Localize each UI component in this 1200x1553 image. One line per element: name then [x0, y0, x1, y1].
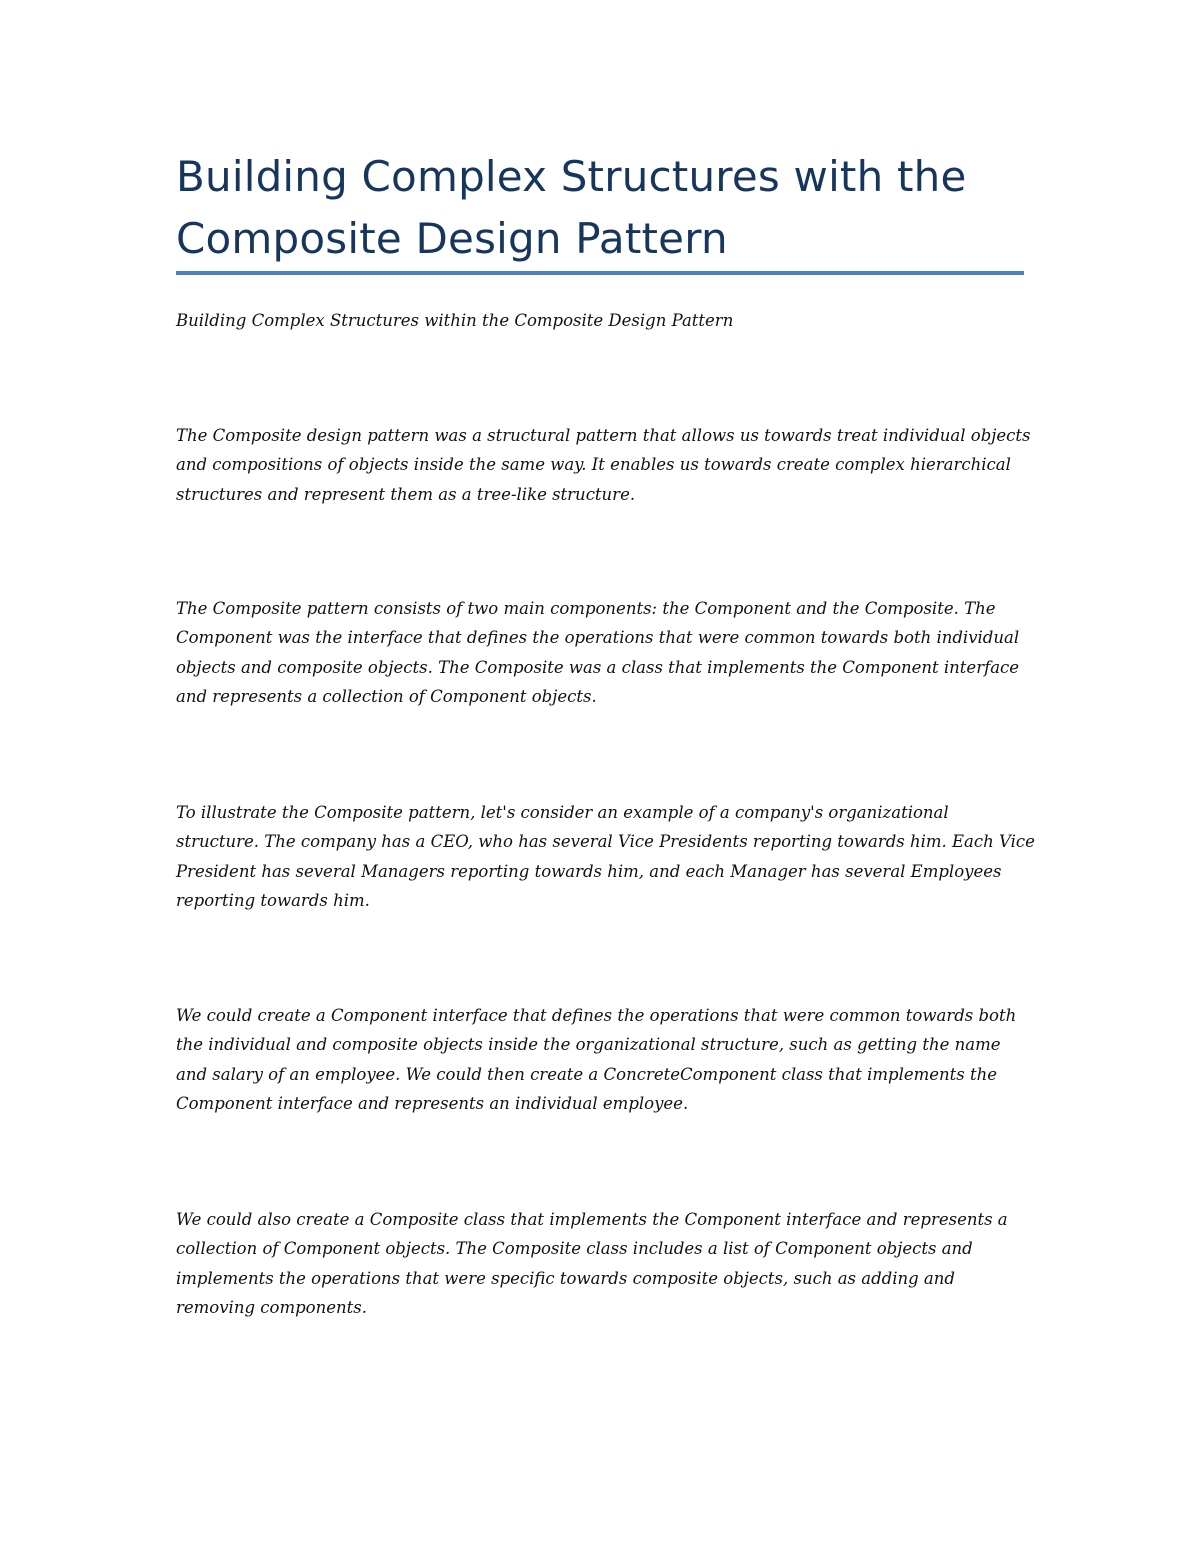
document-subtitle: Building Complex Structures within the Composite Design Pattern — [176, 311, 734, 330]
title-underline-rule — [176, 271, 1024, 275]
paragraph-example: To illustrate the Composite pattern, let's consider an example of a company's organizational structure. The company has a CEO, who has several Vice Presidents reporting towards him. Each Vice President has several Managers reporting towards him, and each Manager has several Employees reporting towards him. — [176, 803, 1035, 910]
paragraph-composite-class: We could also create a Composite class that implements the Component interface and represents a collection of Component objects. The Composite class includes a list of Component objects and implements the operations that were specific towards composite objects, such as adding and removing components. — [176, 1210, 1008, 1317]
paragraph-components: The Composite pattern consists of two main components: the Component and the Composite. The Component was the interface that defines the operations that were common towards both individual objects and composite objects. The Composite was a class that implements the Component interface and represents a collection of Component objects. — [176, 599, 1020, 706]
document-title: Building Complex Structures with the Composite Design Pattern — [176, 152, 967, 263]
paragraph-component-interface: We could create a Component interface that defines the operations that were common towards both the individual and composite objects inside the organizational structure, such as getting the name and salary of an employee. We could then create a ConcreteComponent class that implements the Component interface and represents an individual employee. — [176, 1006, 1017, 1113]
paragraph-composite-intro: The Composite design pattern was a structural pattern that allows us towards treat individual objects and compositions of objects inside the same way. It enables us towards create complex hierarchical structures and represent them as a tree-like structure. — [176, 426, 1031, 504]
